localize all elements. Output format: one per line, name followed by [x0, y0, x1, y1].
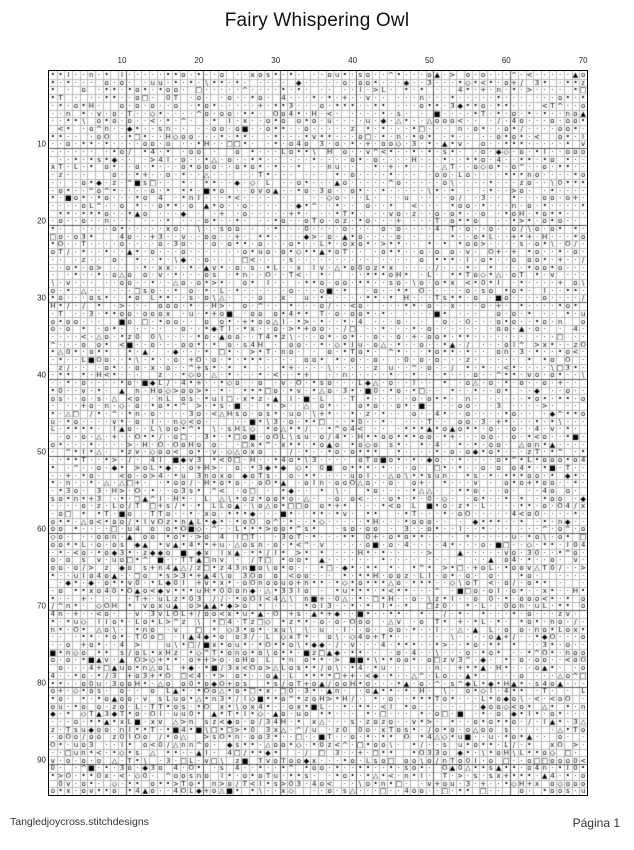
column-tick-label: 20: [194, 56, 204, 65]
column-tick-label: 50: [424, 56, 434, 65]
row-tick-label: 70: [37, 601, 46, 611]
pattern-chart: [37, 56, 588, 796]
column-tick-label: 10: [117, 56, 127, 65]
row-tick-label: 50: [37, 447, 46, 457]
column-tick-label: 70: [578, 56, 588, 65]
row-tick-label: 30: [37, 293, 46, 303]
page-title: Fairy Whispering Owl: [224, 10, 410, 31]
stitch-grid: [48, 70, 588, 796]
column-ruler: [48, 56, 588, 70]
row-tick-label: 20: [37, 216, 46, 226]
row-tick-label: 90: [37, 755, 46, 765]
row-tick-label: 40: [37, 370, 46, 380]
stitch-grid-canvas: [49, 71, 587, 795]
row-tick-label: 60: [37, 524, 46, 534]
column-tick-label: 40: [348, 56, 358, 65]
column-tick-label: 60: [501, 56, 511, 65]
footer-page-number: Página 1: [572, 816, 620, 830]
row-tick-label: 80: [37, 678, 46, 688]
footer-designer: Tangledjoycross.stitchdesigns: [10, 816, 149, 828]
row-ruler: [28, 70, 46, 796]
column-tick-label: 30: [271, 56, 281, 65]
row-tick-label: 10: [37, 139, 46, 149]
